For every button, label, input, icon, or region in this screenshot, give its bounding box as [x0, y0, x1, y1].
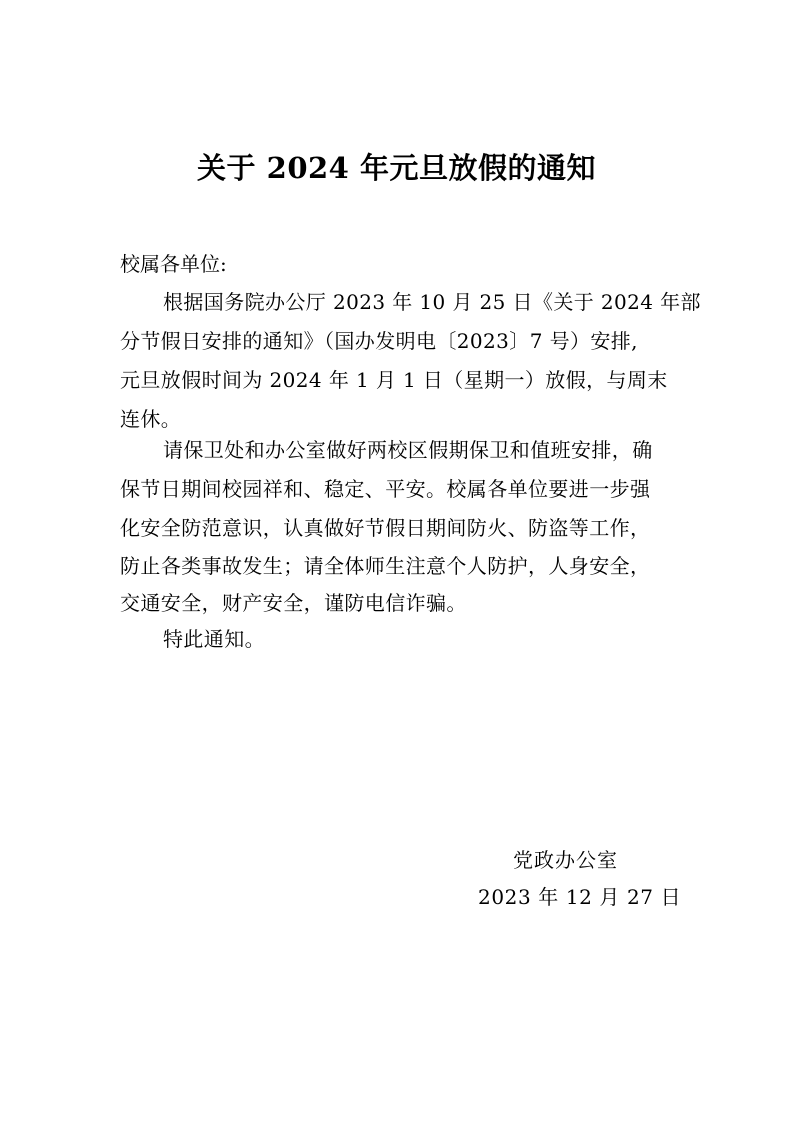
notice-title: 关于 2024 年元旦放假的通知	[197, 151, 596, 185]
paragraph2-line: 化安全防范意识，认真做好节假日期间防火、防盗等工作，	[120, 516, 651, 540]
paragraph2-line: 保节日期间校园祥和、稳定、平安。校属各单位要进一步强	[120, 477, 651, 501]
paragraph1-line: 根据国务院办公厅 2023 年 10 月 25 日《关于 2024 年部	[163, 290, 701, 314]
paragraph2-line: 交通安全，财产安全，谨防电信诈骗。	[120, 591, 467, 615]
paragraph1-line: 分节假日安排的通知》（国办发明电〔2023〕7 号）安排,	[120, 329, 638, 353]
signature-date: 2023 年 12 月 27 日	[478, 885, 682, 909]
signature-office: 党政办公室	[513, 848, 618, 872]
paragraph2-line: 请保卫处和办公室做好两校区假期保卫和值班安排，确	[163, 438, 653, 462]
paragraph1-line: 连休。	[120, 407, 182, 431]
closing-line: 特此通知。	[163, 627, 265, 651]
salutation: 校属各单位:	[120, 252, 227, 276]
paragraph1-line: 元旦放假时间为 2024 年 1 月 1 日（星期一）放假，与周末	[120, 368, 668, 392]
paragraph2-line: 防止各类事故发生；请全体师生注意个人防护，人身安全，	[120, 554, 651, 578]
